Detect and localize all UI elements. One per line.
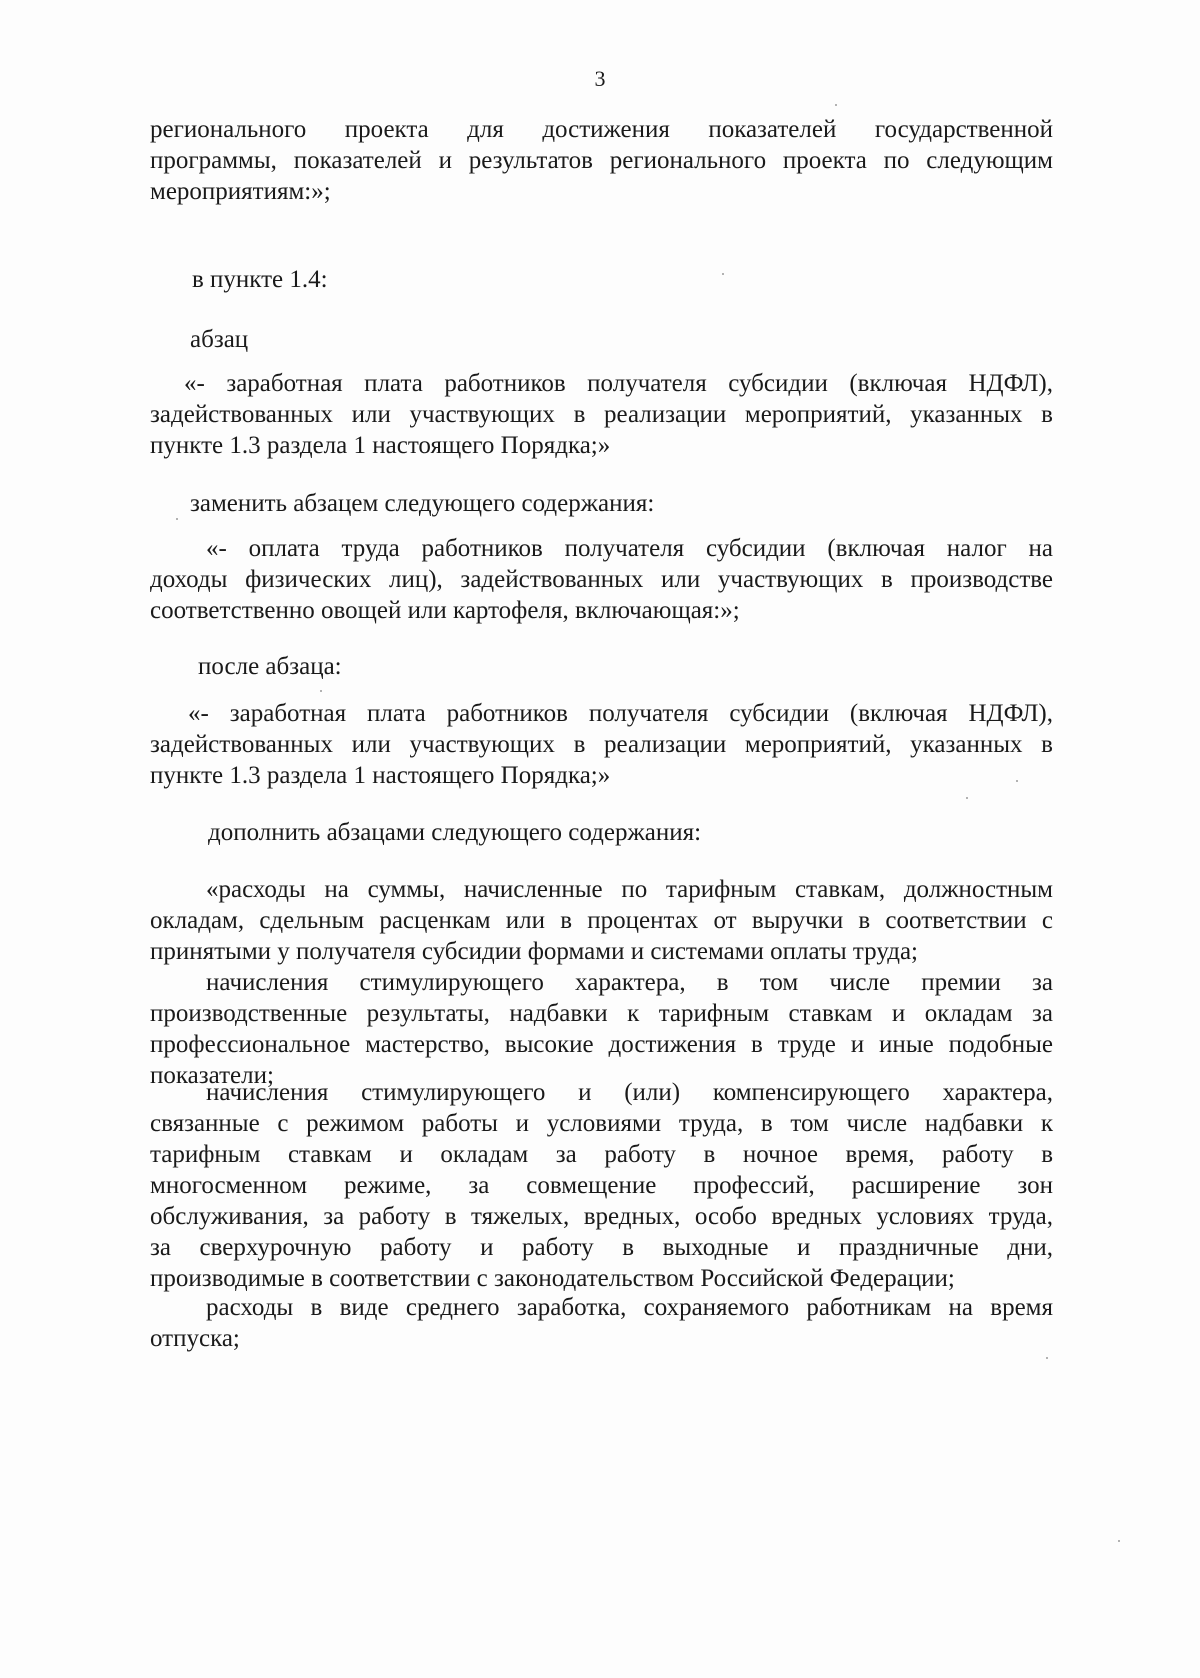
scan-speck (722, 273, 724, 275)
paragraph-9 (208, 817, 1008, 848)
scan-speck (1016, 780, 1018, 782)
text-line: принятыми у получателя субсидии формами и системами оплаты труда; (150, 938, 919, 965)
text-line: дополнить абзацами следующего содержания: (208, 819, 702, 846)
text-line: задействованных или участвующих в реализации мероприятий, указанных в (150, 731, 1053, 758)
paragraph-6 (150, 533, 1053, 626)
paragraph-5 (190, 488, 990, 519)
scan-speck (176, 518, 178, 520)
text-line: после абзаца: (198, 653, 342, 680)
text-line: «расходы на суммы, начисленные по тарифным ставкам, должностным (206, 876, 1053, 903)
text-line: мероприятиям:»; (150, 178, 331, 205)
text-line: профессиональное мастерство, высокие достижения в труде и иные подобные (150, 1031, 1053, 1058)
text-line: абзац (190, 326, 249, 353)
text-line: отпуска; (150, 1325, 240, 1352)
text-line: производственные результаты, надбавки к тарифным ставкам и окладам за (150, 1000, 1053, 1027)
paragraph-4 (150, 368, 1053, 461)
paragraph-1 (150, 114, 1053, 207)
text-line: «- оплата труда работников получателя субсидии (включая налог на (206, 535, 1053, 562)
text-line: производимые в соответствии с законодательством Российской Федерации; (150, 1265, 955, 1292)
scan-speck (966, 797, 968, 799)
text-line: пункте 1.3 раздела 1 настоящего Порядка;» (150, 762, 611, 789)
paragraph-12 (150, 1077, 1053, 1294)
text-line: пункте 1.3 раздела 1 настоящего Порядка;» (150, 432, 611, 459)
paragraph-11 (150, 967, 1053, 1091)
text-line: задействованных или участвующих в реализации мероприятий, указанных в (150, 401, 1053, 428)
text-line: расходы в виде среднего заработка, сохраняемого работникам на время (206, 1294, 1053, 1321)
paragraph-8 (150, 698, 1053, 791)
paragraph-13 (150, 1292, 1053, 1354)
text-line: за сверхурочную работу и работу в выходные и праздничные дни, (150, 1234, 1053, 1261)
scan-speck (1046, 1357, 1048, 1359)
text-line: «- заработная плата работников получателя субсидии (включая НДФЛ), (188, 700, 1053, 727)
text-line: программы, показателей и результатов регионального проекта по следующим (150, 147, 1053, 174)
paragraph-7 (198, 651, 798, 682)
page-number: 3 (594, 66, 606, 91)
text-line: доходы физических лиц), задействованных или участвующих в производстве (150, 566, 1053, 593)
text-line: показатели; (150, 1062, 274, 1089)
text-line: начисления стимулирующего и (или) компенсирующего характера, (206, 1079, 1053, 1106)
text-line: соответственно овощей или картофеля, включающая:»; (150, 597, 740, 624)
scan-speck (835, 104, 837, 106)
scan-speck (320, 690, 322, 692)
paragraph-3 (190, 324, 790, 355)
text-line: многосменном режиме, за совмещение профессий, расширение зон (150, 1172, 1053, 1199)
text-line: окладам, сдельным расценкам или в процентах от выручки в соответствии с (150, 907, 1053, 934)
text-line: регионального проекта для достижения показателей государственной (150, 116, 1053, 143)
text-line: обслуживания, за работу в тяжелых, вредных, особо вредных условиях труда, (150, 1203, 1053, 1230)
text-line: начисления стимулирующего характера, в том числе премии за (206, 969, 1053, 996)
text-line: заменить абзацем следующего содержания: (190, 490, 655, 517)
scan-speck (1118, 1540, 1120, 1542)
text-line: «- заработная плата работников получателя субсидии (включая НДФЛ), (184, 370, 1053, 397)
text-line: связанные с режимом работы и условиями труда, в том числе надбавки к (150, 1110, 1053, 1137)
text-line: тарифным ставкам и окладам за работу в ночное время, работу в (150, 1141, 1053, 1168)
text-line: в пункте 1.4: (192, 266, 328, 293)
paragraph-2 (192, 264, 792, 295)
paragraph-10 (150, 874, 1053, 967)
